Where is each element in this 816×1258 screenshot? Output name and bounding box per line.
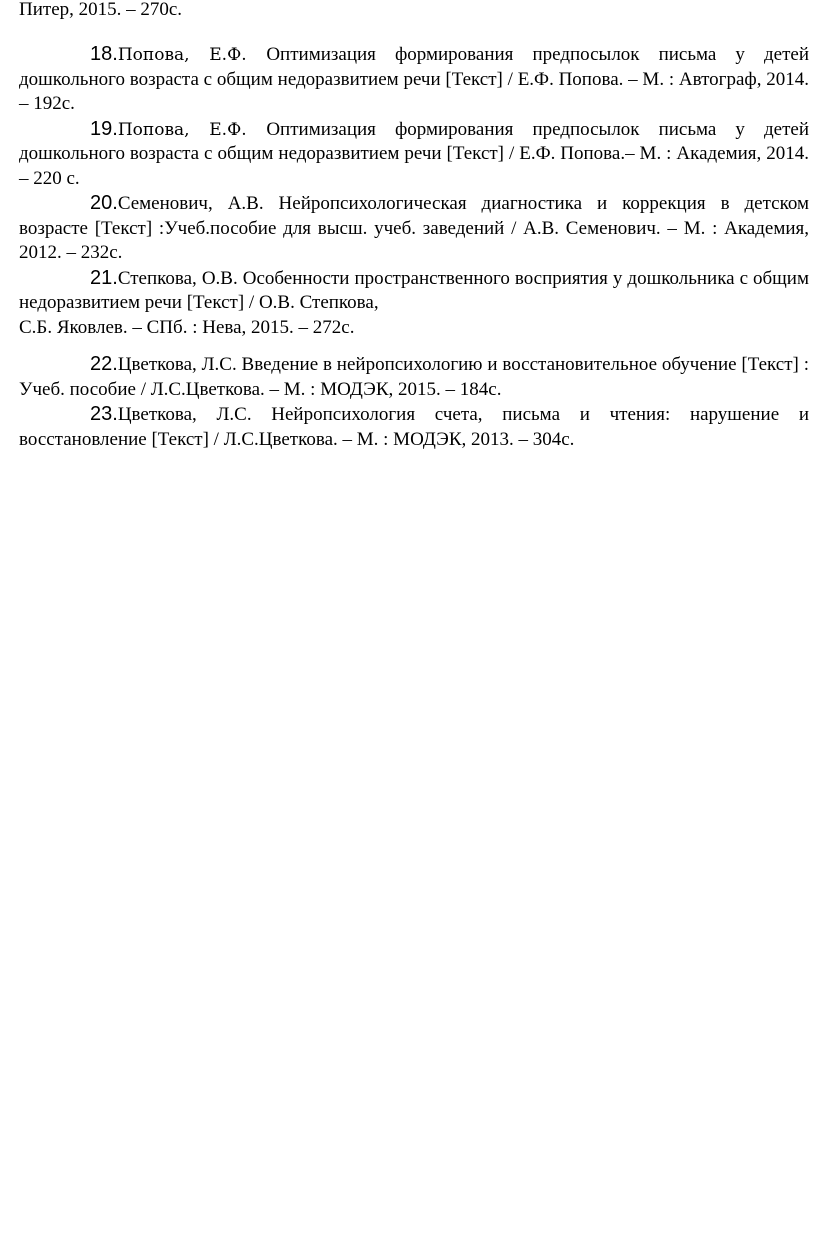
- reference-text: Л.С. Нейропсихология счета, письма и чтения: нарушение и восстановление [Текст] / Л.С.Цветкова. – М. : МОДЭК, 2013. – 304с.: [19, 404, 809, 450]
- reference-number: 21.: [90, 266, 118, 289]
- intro-line: Питер, 2015. – 270с.: [19, 0, 183, 20]
- reference-item: [19, 191, 809, 266]
- reference-item: [19, 42, 809, 117]
- reference-number: 18.: [90, 43, 118, 65]
- reference-list: [19, 42, 809, 452]
- reference-text: А.В. Нейропсихологическая диагностика и коррекция в детском возрасте [Текст] :Учеб.пособие для высш. учеб. заведений / А.В. Семенович. – М. : Академия, 2012. – 232с.: [19, 193, 809, 263]
- reference-text: Л.С. Введение в нейропсихологию и восстановительное обучение [Текст] : Учеб. пособие / Л.С.Цветкова. – М. : МОДЭК, 2015. – 184с.: [19, 354, 809, 400]
- reference-item: [19, 266, 809, 341]
- reference-author: Семенович,: [117, 193, 228, 214]
- reference-text: Оптимизация формирования предпосылок письма у детей дошкольного возраста с общим недоразвитием речи [Текст] / Е.Ф. Попова.– М. : Академия, 2014. – 220 с.: [19, 118, 809, 189]
- reference-author: Цветкова,: [117, 404, 217, 425]
- reference-author: Попова, Е.Ф.: [117, 119, 267, 140]
- reference-text: О.В. Особенности пространственного восприятия у дошкольника с общим недоразвитием речи [Текст] / О.В. Степкова,: [19, 267, 810, 313]
- reference-author: Степкова,: [117, 267, 202, 289]
- reference-item: [19, 117, 809, 192]
- reference-item: [19, 352, 809, 402]
- reference-number: 19.: [90, 117, 118, 140]
- reference-number: 22.: [90, 353, 118, 375]
- reference-author: Попова, Е.Ф.: [117, 45, 267, 65]
- reference-continuation: С.Б. Яковлев. – СПб. : Нева, 2015. – 272с.: [19, 316, 355, 338]
- reference-item: [19, 402, 809, 452]
- reference-text: Оптимизация формирования предпосылок письма у детей дошкольного возраста с общим недоразвитием речи [Текст] / Е.Ф. Попова. – М. : Автограф, 2014. – 192с.: [19, 44, 809, 114]
- reference-author: Цветкова,: [117, 354, 202, 375]
- reference-number: 20.: [90, 192, 118, 214]
- reference-number: 23.: [90, 403, 118, 425]
